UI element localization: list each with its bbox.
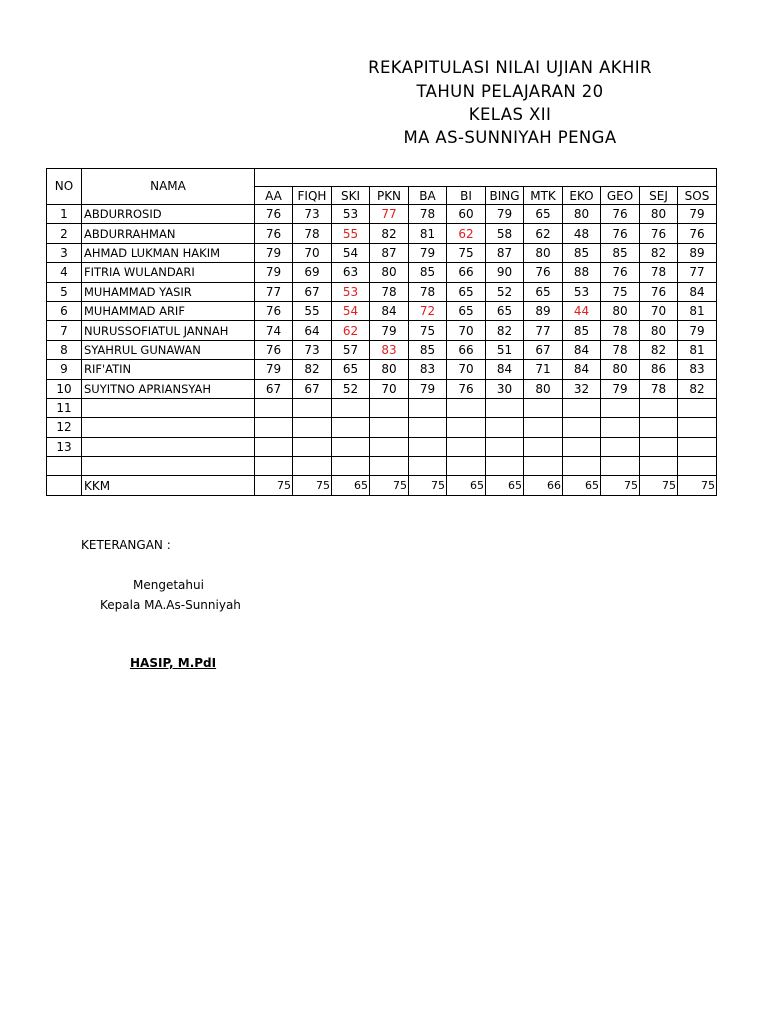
score-cell: 78 <box>601 340 640 359</box>
score-cell: 53 <box>332 205 370 224</box>
student-name: SYAHRUL GUNAWAN <box>82 340 255 359</box>
score-cell <box>332 418 370 437</box>
score-cell <box>601 418 640 437</box>
score-cell <box>255 418 293 437</box>
score-cell: 55 <box>332 224 370 243</box>
score-cell <box>293 398 332 417</box>
table-row <box>47 457 717 476</box>
table-row <box>47 398 717 417</box>
row-number: 9 <box>47 360 82 379</box>
score-cell <box>447 457 486 476</box>
subject-header: BA <box>409 187 447 205</box>
kepala-label: Kepala MA.As-Sunniyah <box>100 598 241 612</box>
score-cell <box>447 418 486 437</box>
kkm-empty-cell <box>47 476 82 495</box>
score-cell: 54 <box>332 301 370 320</box>
title-line-3: KELAS XII <box>468 105 552 124</box>
student-name: SUYITNO APRIANSYAH <box>82 379 255 398</box>
score-cell: 84 <box>678 282 717 301</box>
score-cell: 66 <box>447 263 486 282</box>
score-cell: 79 <box>370 321 409 340</box>
row-number: 7 <box>47 321 82 340</box>
score-cell <box>524 418 563 437</box>
score-cell: 78 <box>640 263 678 282</box>
score-cell <box>678 437 717 456</box>
score-cell: 78 <box>640 379 678 398</box>
score-cell <box>640 457 678 476</box>
score-cell: 76 <box>255 205 293 224</box>
kkm-value: 75 <box>293 476 332 495</box>
subject-header: MTK <box>524 187 563 205</box>
row-number: 11 <box>47 398 82 417</box>
score-cell: 76 <box>601 224 640 243</box>
score-cell: 76 <box>640 282 678 301</box>
score-cell: 83 <box>370 340 409 359</box>
score-cell: 76 <box>524 263 563 282</box>
score-cell: 57 <box>332 340 370 359</box>
score-cell: 51 <box>486 340 524 359</box>
score-cell: 70 <box>447 321 486 340</box>
table-row <box>47 263 717 282</box>
score-cell: 79 <box>255 360 293 379</box>
student-name: MUHAMMAD YASIR <box>82 282 255 301</box>
keterangan-label: KETERANGAN : <box>81 538 171 552</box>
subject-header: BI <box>447 187 486 205</box>
title-line-2: TAHUN PELAJARAN 20 <box>416 82 604 101</box>
table-row <box>47 379 717 398</box>
score-cell: 82 <box>640 340 678 359</box>
score-cell <box>678 398 717 417</box>
score-cell <box>563 398 601 417</box>
score-cell: 85 <box>563 321 601 340</box>
score-cell <box>563 457 601 476</box>
score-cell <box>486 437 524 456</box>
score-cell: 72 <box>409 301 447 320</box>
title-line-1: REKAPITULASI NILAI UJIAN AKHIR <box>368 58 652 77</box>
score-cell: 80 <box>370 263 409 282</box>
score-cell: 79 <box>601 379 640 398</box>
row-number: 3 <box>47 243 82 262</box>
score-cell: 53 <box>563 282 601 301</box>
table-row <box>47 340 717 359</box>
row-number: 8 <box>47 340 82 359</box>
score-cell: 32 <box>563 379 601 398</box>
student-name: MUHAMMAD ARIF <box>82 301 255 320</box>
score-cell: 67 <box>293 282 332 301</box>
score-cell: 62 <box>447 224 486 243</box>
score-cell <box>255 437 293 456</box>
student-name <box>82 418 255 437</box>
score-cell <box>524 398 563 417</box>
table-row <box>47 418 717 437</box>
score-cell: 66 <box>447 340 486 359</box>
row-number: 13 <box>47 437 82 456</box>
title-line-4: MA AS-SUNNIYAH PENGA <box>403 128 617 147</box>
score-cell: 85 <box>601 243 640 262</box>
kkm-label: KKM <box>82 476 255 495</box>
score-cell <box>409 437 447 456</box>
score-cell: 75 <box>601 282 640 301</box>
score-cell: 76 <box>601 263 640 282</box>
score-cell: 67 <box>293 379 332 398</box>
score-cell: 83 <box>409 360 447 379</box>
score-cell: 78 <box>409 282 447 301</box>
score-cell: 82 <box>678 379 717 398</box>
score-cell: 67 <box>524 340 563 359</box>
score-cell <box>370 398 409 417</box>
subject-header: SEJ <box>640 187 678 205</box>
score-cell <box>486 398 524 417</box>
score-cell: 76 <box>255 340 293 359</box>
score-cell <box>332 437 370 456</box>
kkm-value: 75 <box>370 476 409 495</box>
student-name <box>82 398 255 417</box>
score-cell: 83 <box>678 360 717 379</box>
table-row <box>47 282 717 301</box>
mengetahui-label: Mengetahui <box>133 578 204 592</box>
subject-header: SKI <box>332 187 370 205</box>
kkm-value: 75 <box>409 476 447 495</box>
score-cell: 65 <box>447 282 486 301</box>
score-cell <box>486 418 524 437</box>
score-cell <box>640 437 678 456</box>
subject-header: EKO <box>563 187 601 205</box>
score-cell: 84 <box>563 360 601 379</box>
score-cell: 81 <box>409 224 447 243</box>
score-cell <box>293 437 332 456</box>
kkm-value: 65 <box>332 476 370 495</box>
score-cell: 70 <box>447 360 486 379</box>
score-cell: 87 <box>370 243 409 262</box>
score-cell: 84 <box>563 340 601 359</box>
table-row <box>47 437 717 456</box>
score-cell: 53 <box>332 282 370 301</box>
score-cell: 70 <box>640 301 678 320</box>
row-number <box>47 457 82 476</box>
score-cell: 73 <box>293 340 332 359</box>
table-row <box>47 205 717 224</box>
score-cell <box>370 418 409 437</box>
student-name: ABDURROSID <box>82 205 255 224</box>
score-cell: 70 <box>370 379 409 398</box>
score-cell: 75 <box>409 321 447 340</box>
score-cell: 60 <box>447 205 486 224</box>
score-cell: 75 <box>447 243 486 262</box>
row-number: 10 <box>47 379 82 398</box>
score-cell: 85 <box>563 243 601 262</box>
score-cell <box>640 418 678 437</box>
score-cell: 63 <box>332 263 370 282</box>
score-cell: 89 <box>678 243 717 262</box>
student-name <box>82 457 255 476</box>
header-nama: NAMA <box>82 169 255 205</box>
score-cell <box>370 437 409 456</box>
score-cell: 89 <box>524 301 563 320</box>
score-cell: 84 <box>370 301 409 320</box>
header-no: NO <box>47 169 82 205</box>
score-cell: 76 <box>255 301 293 320</box>
score-cell <box>563 418 601 437</box>
student-name: RIF'ATIN <box>82 360 255 379</box>
score-cell: 77 <box>370 205 409 224</box>
score-cell: 82 <box>370 224 409 243</box>
score-cell: 69 <box>293 263 332 282</box>
score-cell <box>332 398 370 417</box>
student-name <box>82 437 255 456</box>
grade-table <box>46 168 717 496</box>
score-cell <box>524 437 563 456</box>
score-cell: 76 <box>255 224 293 243</box>
score-cell <box>563 437 601 456</box>
score-cell: 84 <box>486 360 524 379</box>
header-subject-group <box>255 169 717 187</box>
score-cell: 82 <box>486 321 524 340</box>
subject-header: BING <box>486 187 524 205</box>
score-cell <box>524 457 563 476</box>
kkm-value: 65 <box>563 476 601 495</box>
score-cell: 77 <box>678 263 717 282</box>
score-cell: 54 <box>332 243 370 262</box>
row-number: 4 <box>47 263 82 282</box>
score-cell <box>293 457 332 476</box>
score-cell: 79 <box>409 379 447 398</box>
score-cell: 65 <box>332 360 370 379</box>
score-cell: 80 <box>601 301 640 320</box>
score-cell <box>486 457 524 476</box>
score-cell: 87 <box>486 243 524 262</box>
score-cell: 58 <box>486 224 524 243</box>
score-cell: 76 <box>678 224 717 243</box>
score-cell: 44 <box>563 301 601 320</box>
table-row <box>47 243 717 262</box>
score-cell: 62 <box>524 224 563 243</box>
score-cell: 65 <box>447 301 486 320</box>
score-cell: 88 <box>563 263 601 282</box>
subject-header: FIQH <box>293 187 332 205</box>
student-name: NURUSSOFIATUL JANNAH <box>82 321 255 340</box>
row-number: 2 <box>47 224 82 243</box>
score-cell: 85 <box>409 340 447 359</box>
score-cell: 80 <box>640 205 678 224</box>
score-cell: 79 <box>255 243 293 262</box>
score-cell <box>409 457 447 476</box>
score-cell: 77 <box>524 321 563 340</box>
kkm-value: 65 <box>447 476 486 495</box>
score-cell <box>640 398 678 417</box>
score-cell <box>370 457 409 476</box>
kkm-row <box>47 476 717 495</box>
score-cell: 67 <box>255 379 293 398</box>
table-row <box>47 301 717 320</box>
score-cell: 55 <box>293 301 332 320</box>
score-cell <box>255 398 293 417</box>
kkm-value: 75 <box>601 476 640 495</box>
student-name: ABDURRAHMAN <box>82 224 255 243</box>
score-cell: 79 <box>409 243 447 262</box>
score-cell: 80 <box>601 360 640 379</box>
subject-header: GEO <box>601 187 640 205</box>
student-name: FITRIA WULANDARI <box>82 263 255 282</box>
score-cell <box>601 457 640 476</box>
table-row <box>47 224 717 243</box>
score-cell: 79 <box>486 205 524 224</box>
score-cell: 62 <box>332 321 370 340</box>
row-number: 12 <box>47 418 82 437</box>
score-cell: 65 <box>486 301 524 320</box>
score-cell: 80 <box>524 243 563 262</box>
score-cell: 80 <box>563 205 601 224</box>
score-cell: 81 <box>678 301 717 320</box>
score-cell: 77 <box>255 282 293 301</box>
score-cell <box>409 398 447 417</box>
subject-header: AA <box>255 187 293 205</box>
score-cell <box>601 437 640 456</box>
kkm-value: 75 <box>255 476 293 495</box>
score-cell <box>255 457 293 476</box>
score-cell <box>601 398 640 417</box>
score-cell <box>332 457 370 476</box>
score-cell <box>678 418 717 437</box>
score-cell: 65 <box>524 282 563 301</box>
row-number: 5 <box>47 282 82 301</box>
score-cell: 76 <box>447 379 486 398</box>
score-cell: 86 <box>640 360 678 379</box>
table-row <box>47 360 717 379</box>
score-cell: 74 <box>255 321 293 340</box>
score-cell: 78 <box>293 224 332 243</box>
row-number: 1 <box>47 205 82 224</box>
score-cell: 90 <box>486 263 524 282</box>
score-cell: 65 <box>524 205 563 224</box>
signatory-name: HASIP, M.PdI <box>130 656 217 670</box>
student-name: AHMAD LUKMAN HAKIM <box>82 243 255 262</box>
score-cell <box>447 398 486 417</box>
kkm-value: 66 <box>524 476 563 495</box>
table-row <box>47 321 717 340</box>
score-cell <box>293 418 332 437</box>
score-cell: 79 <box>678 205 717 224</box>
score-cell: 73 <box>293 205 332 224</box>
score-cell: 64 <box>293 321 332 340</box>
score-cell: 78 <box>409 205 447 224</box>
score-cell <box>409 418 447 437</box>
score-cell: 85 <box>409 263 447 282</box>
row-number: 6 <box>47 301 82 320</box>
score-cell: 78 <box>370 282 409 301</box>
score-cell: 80 <box>370 360 409 379</box>
score-cell: 79 <box>255 263 293 282</box>
kkm-value: 65 <box>486 476 524 495</box>
score-cell: 80 <box>640 321 678 340</box>
score-cell: 80 <box>524 379 563 398</box>
subject-header: SOS <box>678 187 717 205</box>
score-cell: 70 <box>293 243 332 262</box>
score-cell: 82 <box>293 360 332 379</box>
score-cell: 76 <box>640 224 678 243</box>
score-cell: 81 <box>678 340 717 359</box>
score-cell: 71 <box>524 360 563 379</box>
score-cell: 82 <box>640 243 678 262</box>
score-cell: 76 <box>601 205 640 224</box>
score-cell: 52 <box>332 379 370 398</box>
score-cell: 30 <box>486 379 524 398</box>
kkm-value: 75 <box>640 476 678 495</box>
score-cell: 52 <box>486 282 524 301</box>
kkm-value: 75 <box>678 476 717 495</box>
score-cell: 79 <box>678 321 717 340</box>
score-cell <box>447 437 486 456</box>
score-cell <box>678 457 717 476</box>
score-cell: 48 <box>563 224 601 243</box>
subject-header: PKN <box>370 187 409 205</box>
score-cell: 78 <box>601 321 640 340</box>
